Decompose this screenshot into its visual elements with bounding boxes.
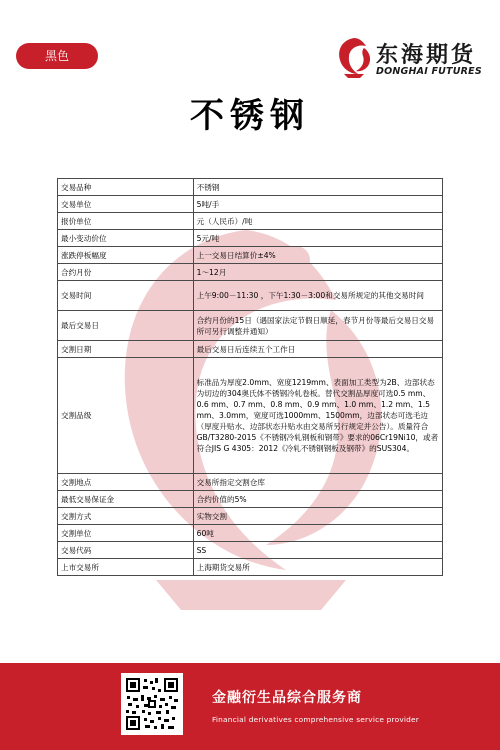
spec-field-value: SS [193, 542, 442, 559]
table-row [58, 247, 443, 264]
table-row [58, 264, 443, 281]
spec-field-label: 最小变动价位 [58, 230, 194, 247]
table-row [58, 213, 443, 230]
logo-chinese-name: 东海期货 [376, 42, 477, 68]
footer-slogan-cn: 金融衍生品综合服务商 [212, 690, 362, 706]
qr-code-icon [121, 673, 183, 735]
table-row [58, 508, 443, 525]
spec-field-label: 交易时间 [58, 281, 194, 311]
spec-field-label: 交易品种 [58, 179, 194, 196]
dragon-logo-icon [334, 34, 374, 80]
spec-field-label: 交割地点 [58, 474, 194, 491]
spec-field-label: 交割方式 [58, 508, 194, 525]
spec-field-label: 上市交易所 [58, 559, 194, 576]
spec-field-label: 交割日期 [58, 341, 194, 358]
table-row [58, 341, 443, 358]
spec-field-label: 涨跌停板幅度 [58, 247, 194, 264]
category-tag: 黑色 [16, 43, 98, 69]
spec-field-value: 1～12月 [193, 264, 442, 281]
logo-english-name: DONGHAI FUTURES [376, 66, 482, 77]
spec-field-value: 最后交易日后连续五个工作日 [193, 341, 442, 358]
spec-field-label: 交割单位 [58, 525, 194, 542]
spec-field-label: 最后交易日 [58, 311, 194, 341]
page-title: 不锈钢 [190, 96, 310, 136]
table-row [58, 179, 443, 196]
spec-field-label: 交易单位 [58, 196, 194, 213]
spec-field-label: 合约月份 [58, 264, 194, 281]
table-row [58, 311, 443, 341]
footer-slogan-en: Financial derivatives comprehensive service provider [212, 715, 420, 724]
spec-field-label: 报价单位 [58, 213, 194, 230]
spec-field-value: 实物交割 [193, 508, 442, 525]
spec-field-value: 交易所指定交割仓库 [193, 474, 442, 491]
table-row [58, 196, 443, 213]
table-row [58, 358, 443, 474]
spec-field-value: 合约月份的15日（遇国家法定节假日顺延，春节月份等最后交易日交易所可另行调整并通知） [193, 311, 442, 341]
spec-field-value: 元（人民币）/吨 [193, 213, 442, 230]
company-logo [334, 34, 484, 80]
spec-field-label: 最低交易保证金 [58, 491, 194, 508]
spec-field-value: 5元/吨 [193, 230, 442, 247]
spec-field-value: 标准品为厚度2.0mm、宽度1219mm、表面加工类型为2B、边部状态为切边的304奥氏体不锈钢冷轧卷板。替代交割品厚度可选0.5 mm、0.6 mm、0.7 mm、0.8 mm、0.9 mm、1.0 mm、1.2 mm、1.5 mm、3.0mm，宽度可选1000mm、1500mm，边部状态可选毛边（厚度升贴水、边部状态升贴水由交易所另行规定并公告）。质量符合GB/T3280-2015《不锈钢冷轧钢板和钢带》要求的06Cr19Ni10，或者符合JIS G 4305：2012《冷轧不锈钢钢板及钢带》的SUS304。 [193, 358, 442, 474]
table-row [58, 474, 443, 491]
table-row [58, 542, 443, 559]
table-row [58, 491, 443, 508]
spec-field-value: 不锈钢 [193, 179, 442, 196]
table-row [58, 559, 443, 576]
spec-field-value: 上一交易日结算价±4% [193, 247, 442, 264]
spec-field-label: 交易代码 [58, 542, 194, 559]
spec-field-label: 交割品级 [58, 358, 194, 474]
footer-banner [0, 663, 500, 750]
spec-field-value: 5吨/手 [193, 196, 442, 213]
spec-field-value: 上午9:00－11:30 ，下午1:30－3:00和交易所规定的其他交易时间 [193, 281, 442, 311]
spec-field-value: 60吨 [193, 525, 442, 542]
table-row [58, 281, 443, 311]
spec-field-value: 上海期货交易所 [193, 559, 442, 576]
table-row [58, 525, 443, 542]
spec-field-value: 合约价值的5% [193, 491, 442, 508]
table-row [58, 230, 443, 247]
contract-spec-table [57, 178, 443, 576]
